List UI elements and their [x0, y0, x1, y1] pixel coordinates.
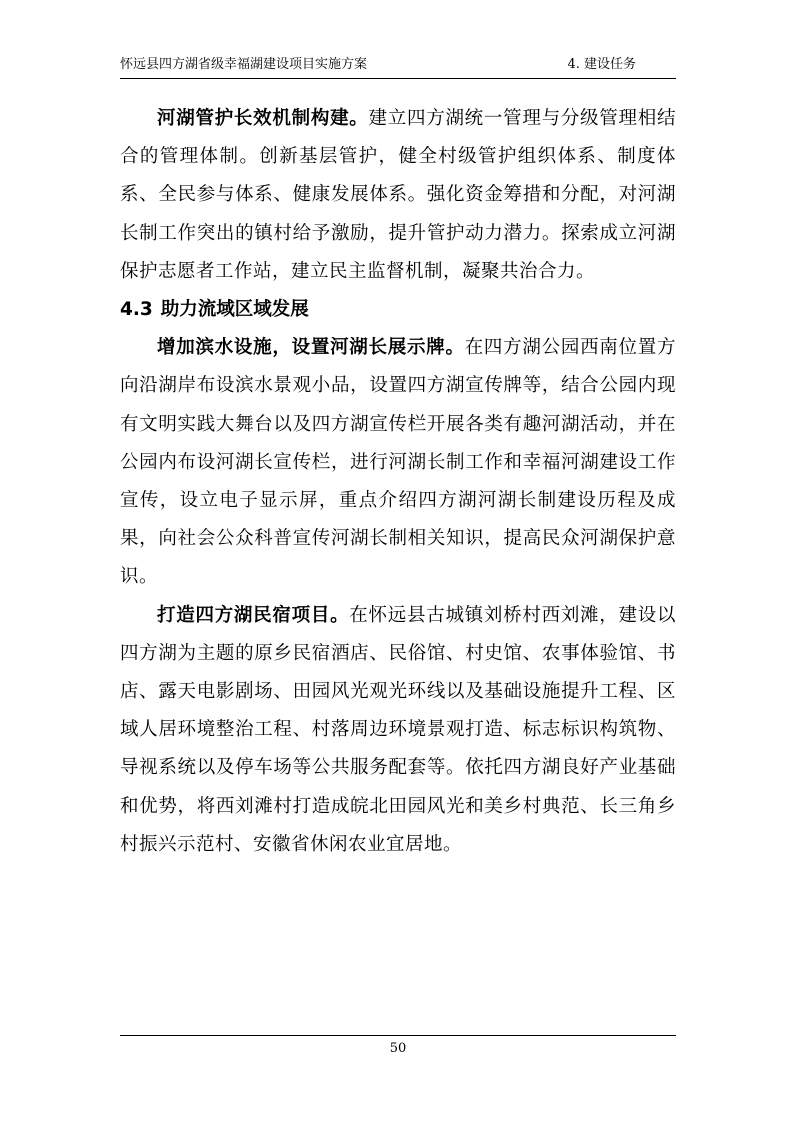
paragraph-lead: 增加滨水设施，设置河湖长展示牌。 [157, 337, 465, 359]
footer-divider [120, 1035, 676, 1036]
header-divider [120, 78, 676, 79]
document-title: 怀远县四方湖省级幸福湖建设项目实施方案 [120, 57, 368, 72]
page-body [120, 100, 676, 864]
paragraph-river-lake-management [120, 100, 676, 291]
paragraph-lead: 河湖管护长效机制构建。 [157, 108, 369, 129]
section-number: 4.3 [120, 299, 153, 321]
paragraph-text: 建立四方湖统一管理与分级管理相结合的管理体制。创新基层管护，健全村级管护组织体系、制度体系、全民参与体系、健康发展体系。强化资金筹措和分配，对河湖长制工作突出的镇村给予激励，提升管护动力潜力。探索成立河湖保护志愿者工作站，建立民主监督机制，凝聚共治合力。 [120, 108, 676, 282]
paragraph-homestay-project [120, 597, 676, 864]
chapter-label: 4. 建设任务 [567, 57, 636, 72]
section-title: 助力流域区域发展 [160, 299, 309, 321]
paragraph-text: 在四方湖公园西南位置方向沿湖岸布设滨水景观小品，设置四方湖宣传牌等，结合公园内现有文明实践大舞台以及四方湖宣传栏开展各类有趣河湖活动，并在公园内布设河湖长宣传栏，进行河湖长制工作和幸福河湖建设工作宣传，设立电子显示屏，重点介绍四方湖河湖长制建设历程及成果，向社会公众科普宣传河湖长制相关知识，提高民众河湖保护意识。 [120, 337, 676, 588]
page-header [120, 55, 676, 75]
paragraph-lead: 打造四方湖民宿项目。 [157, 604, 350, 626]
paragraph-text: 在怀远县古城镇刘桥村西刘滩，建设以四方湖为主题的原乡民宿酒店、民俗馆、村史馆、农事体验馆、书店、露天电影剧场、田园风光观光环线以及基础设施提升工程、区域人居环境整治工程、村落周边环境景观打造、标志标识构筑物、导视系统以及停车场等公共服务配套等。依托四方湖良好产业基础和优势，将西刘滩村打造成皖北田园风光和美乡村典范、长三角乡村振兴示范村、安徽省休闲农业宜居地。 [120, 604, 676, 855]
page-number: 50 [389, 1041, 407, 1056]
section-heading [120, 291, 676, 329]
paragraph-waterfront-facilities [120, 329, 676, 596]
